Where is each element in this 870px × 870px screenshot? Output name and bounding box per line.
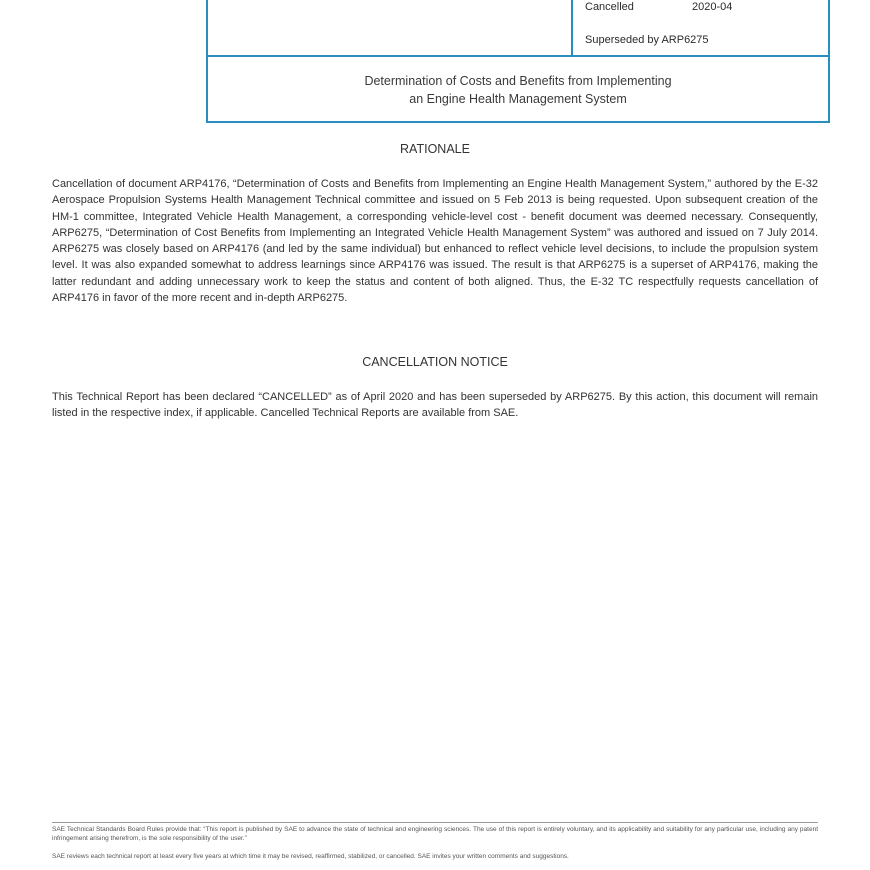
- document-title-line2: an Engine Health Management System: [409, 92, 627, 106]
- rationale-paragraph: Cancellation of document ARP4176, “Determination of Costs and Benefits from Implementing an Engine Health Management System,” authored by the E-32 Aerospace Propulsion Systems Health Management Technical committee and issued on 5 Feb 2013 is being requested. Upon subsequent creation of the HM-1 committee, Integrated Vehicle Health Management, a corresponding vehicle-level cost - benefit document was deemed necessary. Consequently, ARP6275, “Determination of Cost Benefits from Implementing an Integrated Vehicle Health Management System” was authored and issued on 7 July 2014. ARP6275 was closely based on ARP4176 (and led by the same individual) but enhanced to reflect vehicle level decisions, to include the propulsion system level. It was also expanded somewhat to address learnings since ARP4176 was issued. The result is that ARP6275 is a superset of ARP4176, making the latter redundant and adding unnecessary work to keep the status and content of both aligned. Thus, the E-32 TC respectfully requests cancellation of ARP4176 in favor of the more recent and in-depth ARP6275.: [52, 178, 818, 305]
- header-divider: [208, 55, 828, 57]
- cancelled-label: Cancelled: [585, 1, 634, 13]
- footer-review-note: SAE reviews each technical report at least every five years at which time it may be revised, reaffirmed, stabilized, or cancelled. SAE invites your written comments and suggestions.: [52, 853, 569, 860]
- cancelled-date: 2020-04: [692, 1, 733, 13]
- document-title-line1: Determination of Costs and Benefits from Implementing: [364, 74, 672, 88]
- rationale-heading: RATIONALE: [400, 142, 470, 156]
- cancelled-row: [585, 1, 733, 13]
- cancellation-heading: CANCELLATION NOTICE: [362, 355, 508, 369]
- superseded-note: Superseded by ARP6275: [585, 34, 709, 46]
- cancellation-paragraph: This Technical Report has been declared “CANCELLED” as of April 2020 and has been superseded by ARP6275. By this action, this document will remain listed in the respective index, if applicable. Cancelled Technical Reports are available from SAE.: [52, 391, 818, 420]
- header-top-left-cell: [208, 0, 573, 55]
- document-header-box: [206, 0, 830, 123]
- document-title: [208, 72, 828, 108]
- footer-rule: [52, 822, 818, 823]
- footer-disclaimer: SAE Technical Standards Board Rules provide that: “This report is published by SAE to advance the state of technical and engineering sciences. The use of this report is entirely voluntary, and its applicability and suitability for any particular use, including any patent infringement arising therefrom, is the sole responsibility of the user.”: [52, 826, 818, 842]
